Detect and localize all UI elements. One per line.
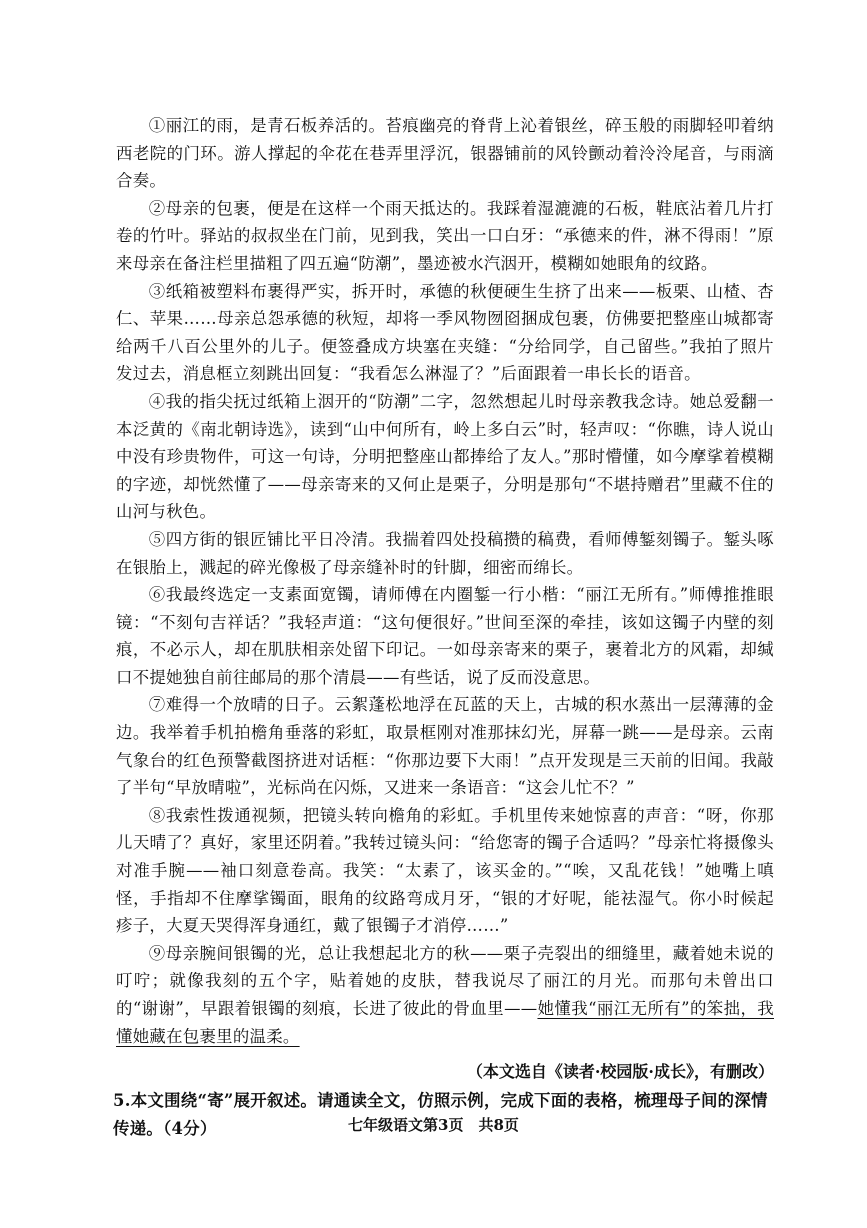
paragraph-2: ②母亲的包裹，便是在这样一个雨天抵达的。我踩着湿漉漉的石板，鞋底沾着几片打卷的竹叶。驿站的叔叔坐在门前，见到我，笑出一口白牙：“承德来的件，淋不得雨！”原来母亲在备注栏里描粗了四五遍“防潮”，墨迹被水汽洇开，模糊如她眼角的纹路。 xyxy=(116,198,774,273)
paragraph-8: ⑧我索性拨通视频，把镜头转向檐角的彩虹。手机里传来她惊喜的声音：“呀，你那儿天晴了？真好，家里还阴着。”我转过镜头问：“给您寄的镯子合适吗？”母亲忙将摄像头对准手腕——袖口刻意卷高。我笑：“太素了，该买金的。”“唉，又乱花钱！”她嘴上嗔怪，手指却不住摩挲镯面，眼角的纹路弯成月牙，“银的才好呢，能祛湿气。你小时候起疹子，大夏天哭得浑身通红，戴了银镯子才消停……” xyxy=(116,805,774,936)
article-body xyxy=(113,112,774,1143)
paragraph-9 xyxy=(116,940,774,1050)
paragraph-3: ③纸箱被塑料布裹得严实，拆开时，承德的秋便硬生生挤了出来——板栗、山楂、杏仁、苹果……母亲总怨承德的秋短，却将一季风物囫囵捆成包裹，仿佛要把整座山城都寄给两千八百公里外的儿子。便签叠成方块塞在夹缝：“分给同学，自己留些。”我拍了照片发过去，消息框立刻跳出回复：“我看怎么淋湿了？”后面跟着一串长长的语音。 xyxy=(116,281,774,384)
paragraph-4: ④我的指尖抚过纸箱上洇开的“防潮”二字，忽然想起儿时母亲教我念诗。她总爱翻一本泛黄的《南北朝诗选》，读到“山中何所有，岭上多白云”时，轻声叹：“你瞧，诗人说山中没有珍贵物件，可这一句诗，分明把整座山都捧给了友人。”那时懵懂，如今摩挲着模糊的字迹，却恍然懂了——母亲寄来的又何止是栗子，分明是那句“不堪持赠君”里藏不住的山河与秋色。 xyxy=(116,391,774,522)
paragraph-5: ⑤四方街的银匠铺比平日冷清。我揣着四处投稿攒的稿费，看师傅錾刻镯子。錾头啄在银胎上，溅起的碎光像极了母亲缝补时的针脚，细密而绵长。 xyxy=(116,529,774,577)
question-5: 5.本文围绕“寄”展开叙述。请通读全文，仿照示例，完成下面的表格，梳理母子间的深情传递。（4分） xyxy=(113,1091,768,1139)
paragraph-7: ⑦难得一个放晴的日子。云絮蓬松地浮在瓦蓝的天上，古城的积水蒸出一层薄薄的金边。我举着手机拍檐角垂落的彩虹，取景框刚对准那抹幻光，屏幕一跳——是母亲。云南气象台的红色预警截图挤进对话框：“你那边要下大雨！”点开发现是三天前的旧闻。我敲了半句“早放晴啦”，光标尚在闪烁，又进来一条语音：“这会儿忙不？” xyxy=(116,695,774,798)
page-footer: 七年级语文第3页 共8页 xyxy=(348,1116,519,1134)
paragraph-1: ①丽江的雨，是青石板养活的。苔痕幽亮的脊背上沁着银丝，碎玉般的雨脚轻叩着纳西老院的门环。游人撑起的伞花在巷弄里浮沉，银器铺前的风铃颤动着泠泠尾音，与雨滴合奏。 xyxy=(116,116,774,191)
paragraph-6: ⑥我最终选定一支素面宽镯，请师傅在内圈錾一行小楷：“丽江无所有。”师傅推推眼镜：“不刻句吉祥话？”我轻声道：“这句便很好。”世间至深的牵挂，该如这镯子内壁的刻痕，不必示人，却在肌肤相亲处留下印记。一如母亲寄来的栗子，裹着北方的风霜，却缄口不提她独自前往邮局的那个清晨——有些话，说了反而没意思。 xyxy=(116,585,774,687)
article-source: （本文选自《读者·校园版·成长》，有删改） xyxy=(466,1062,774,1082)
underlined-sentence: 她懂我“丽江无所有”的笨拙，我懂她藏在包裹里的温柔。 xyxy=(116,999,774,1046)
paragraph-9-text: ⑨母亲腕间银镯的光，总让我想起北方的秋——栗子壳裂出的细缝里，藏着她未说的叮咛；就像我刻的五个字，贴着她的皮肤，替我说尽了丽江的月光。而那句未曾出口的“谢谢”，早跟着银镯的刻痕，长进了彼此的骨血里—— xyxy=(116,943,774,1018)
